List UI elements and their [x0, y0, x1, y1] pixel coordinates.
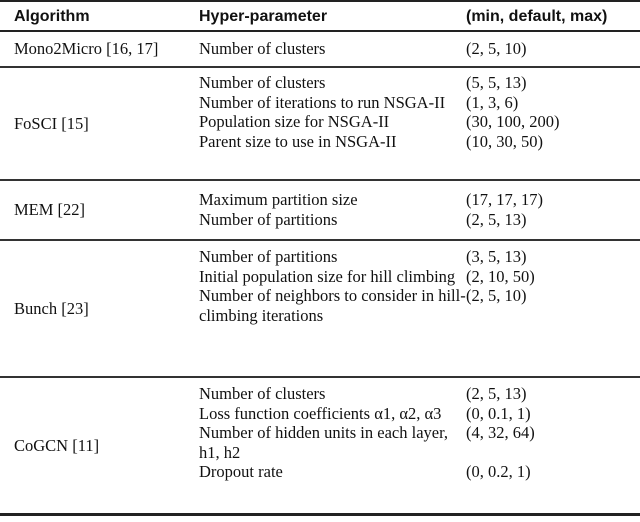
- parameter-list: [199, 247, 640, 325]
- parameter-name: Number of iterations to run NSGA-II: [199, 92, 446, 112]
- parameter-name: Number of clusters: [199, 384, 326, 403]
- parameter-range: (17, 17, 17): [466, 190, 543, 209]
- parameter-row: [199, 190, 640, 210]
- algorithm-name: FoSCI [15]: [14, 113, 89, 133]
- table-row-group: [0, 378, 640, 516]
- parameter-name: Population size for NSGA-II: [199, 112, 390, 132]
- parameter-range: (2, 5, 13): [466, 209, 527, 229]
- parameter-name: Maximum partition size: [199, 190, 358, 209]
- table-row-group: [0, 68, 640, 181]
- parameter-row: [199, 423, 640, 462]
- algorithm-name: Bunch [23]: [14, 298, 89, 318]
- parameter-range: (5, 5, 13): [466, 73, 527, 92]
- parameter-list: [199, 384, 640, 482]
- parameter-name: Parent size to use in NSGA-II: [199, 131, 397, 151]
- table-row-group: [0, 241, 640, 378]
- parameter-row: [199, 384, 640, 404]
- parameter-name: Number of partitions: [199, 247, 338, 266]
- parameter-name: Number of neighbors to consider in hill-climbing iterations: [199, 286, 466, 325]
- parameter-name: Initial population size for hill climbing: [199, 266, 456, 286]
- parameter-name: Loss function coefficients α1, α2, α3: [199, 403, 442, 423]
- parameter-range: (4, 32, 64): [466, 423, 535, 443]
- parameter-row: [199, 39, 640, 59]
- table-header: [0, 0, 640, 32]
- parameter-range: (2, 10, 50): [466, 266, 535, 286]
- parameter-range: (1, 3, 6): [466, 92, 519, 112]
- parameter-row: [199, 247, 640, 267]
- parameter-range: (2, 5, 13): [466, 384, 527, 403]
- parameter-range: (10, 30, 50): [466, 131, 543, 151]
- parameter-name: Number of partitions: [199, 209, 338, 229]
- parameter-range: (3, 5, 13): [466, 247, 527, 266]
- parameter-range: (0, 0.1, 1): [466, 403, 531, 423]
- parameter-row: [199, 73, 640, 93]
- parameter-row: [199, 462, 640, 482]
- parameter-range: (30, 100, 200): [466, 112, 560, 132]
- parameter-row: [199, 93, 640, 113]
- parameter-name: Dropout rate: [199, 462, 283, 482]
- parameter-name: Number of clusters: [199, 73, 326, 92]
- parameter-list: [199, 73, 640, 151]
- algorithm-name: CoGCN [11]: [14, 435, 100, 455]
- parameter-list: [199, 190, 640, 229]
- table-row-group: [0, 32, 640, 68]
- parameter-name: Number of hidden units in each layer, h1, h2: [199, 423, 449, 462]
- algorithm-name: Mono2Micro [16, 17]: [14, 39, 159, 58]
- parameter-list: [199, 39, 640, 59]
- parameter-row: [199, 286, 640, 325]
- parameter-row: [199, 404, 640, 424]
- parameter-name: Number of clusters: [199, 39, 326, 58]
- parameter-range: (2, 5, 10): [466, 39, 527, 58]
- header-range: (min, default, max): [466, 8, 608, 25]
- header-algorithm: Algorithm: [14, 8, 90, 25]
- parameter-row: [199, 132, 640, 152]
- table-row-group: [0, 181, 640, 241]
- parameter-range: (2, 5, 10): [466, 286, 527, 306]
- parameter-row: [199, 112, 640, 132]
- parameter-range: (0, 0.2, 1): [466, 462, 531, 482]
- parameter-row: [199, 267, 640, 287]
- header-hyperparameter: Hyper-parameter: [199, 8, 328, 25]
- algorithm-name: MEM [22]: [14, 200, 86, 219]
- parameter-row: [199, 210, 640, 230]
